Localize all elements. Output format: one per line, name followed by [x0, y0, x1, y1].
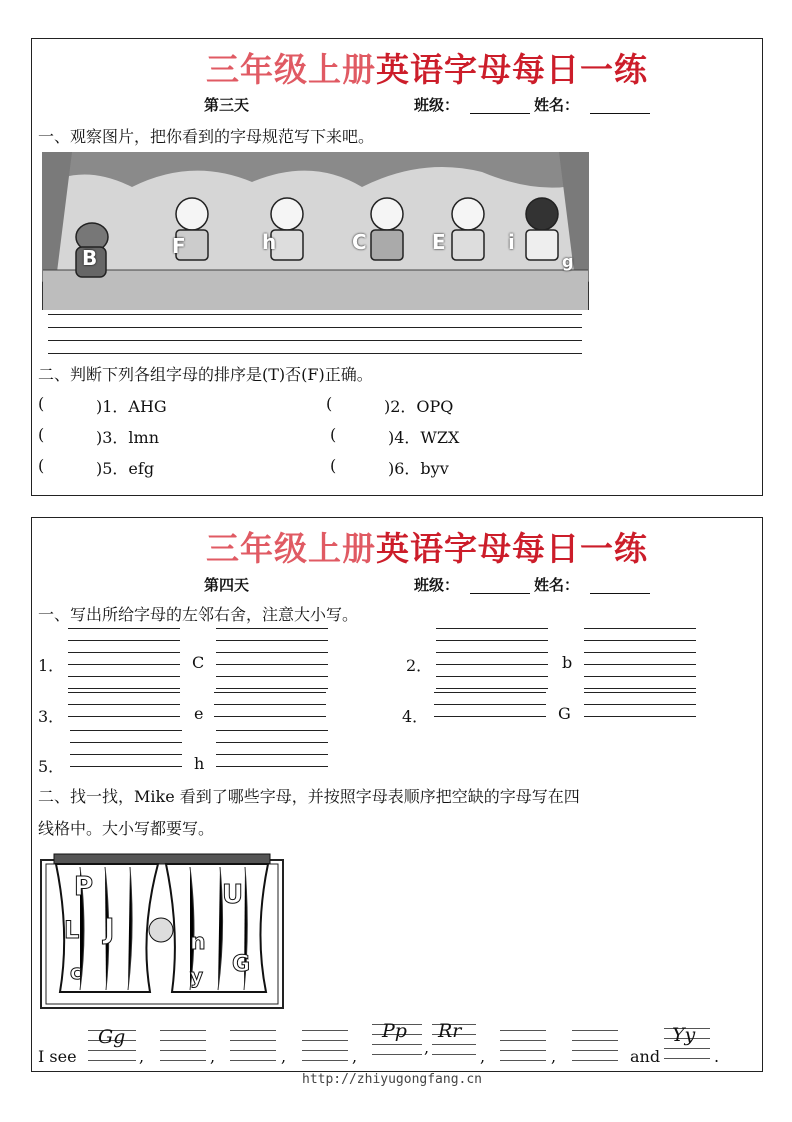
- stage-letter-f: F: [172, 234, 186, 258]
- curtain-letter-c: c: [70, 960, 82, 984]
- curtain-letter-g: G: [232, 952, 251, 977]
- paren-open-3: (: [38, 425, 45, 444]
- day3-class-label: 班级：: [414, 96, 460, 114]
- judge-item-5[interactable]: )5．efg: [96, 459, 155, 478]
- title-part1: 三年级上册: [206, 50, 376, 89]
- day4-day-label: 第四天: [204, 576, 250, 594]
- title-part2: 英语字母每日一练: [376, 529, 648, 568]
- title-part1: 三年级上册: [206, 529, 376, 568]
- neighbour-5-right-lines[interactable]: [216, 730, 328, 766]
- day3-section1: 一、观察图片，把你看到的字母规范写下来吧。: [38, 127, 375, 146]
- day3-day-label: 第三天: [204, 96, 250, 114]
- neighbour-item-1-letter: C: [192, 653, 205, 672]
- comma-6: ,: [480, 1047, 486, 1066]
- judge-item-3[interactable]: )3．lmn: [96, 428, 160, 447]
- given-yy: Yy: [672, 1024, 696, 1046]
- day4-section2-line1: 二、找一找，Mike 看到了哪些字母，并按照字母表顺序把空缺的字母写在四: [38, 787, 580, 806]
- stage-picture: [42, 152, 589, 312]
- neighbour-item-3-letter: e: [194, 704, 204, 723]
- curtain-letter-n: n: [190, 930, 206, 955]
- day4-class-field[interactable]: [470, 593, 530, 594]
- neighbour-1-right-lines[interactable]: [216, 628, 328, 688]
- day3-section2: 二、判断下列各组字母的排序是(T)否(F)正确。: [38, 365, 373, 384]
- day4-name-field[interactable]: [590, 593, 650, 594]
- paren-open-1: (: [38, 394, 45, 413]
- neighbour-3-right-lines[interactable]: [214, 692, 326, 716]
- stage-letter-b: B: [82, 246, 98, 270]
- neighbour-item-4-num: 4．: [402, 707, 429, 726]
- given-pp: Pp: [382, 1020, 407, 1042]
- day4-section2-line2: 线格中。大小写都要写。: [38, 819, 215, 838]
- neighbour-item-5-num: 5．: [38, 757, 65, 776]
- stage-letter-i: i: [508, 230, 515, 254]
- slot-blank-3[interactable]: [302, 1030, 348, 1060]
- curtain-letter-j: J: [104, 912, 115, 945]
- footer-url[interactable]: http://zhiyugongfang.cn: [302, 1072, 483, 1087]
- paren-open-4: (: [330, 425, 337, 444]
- neighbour-item-2-num: 2．: [406, 656, 433, 675]
- judge-item-2[interactable]: )2．OPQ: [384, 397, 454, 416]
- day4-section1: 一、写出所给字母的左邻右舍，注意大小写。: [38, 605, 359, 624]
- comma-3: ,: [281, 1047, 287, 1066]
- comma-1: ,: [139, 1047, 145, 1066]
- neighbour-2-right-lines[interactable]: [584, 628, 696, 688]
- stage-letter-h: h: [262, 230, 277, 254]
- stage-letter-g: g: [562, 252, 574, 271]
- day4-class-label: 班级：: [414, 576, 460, 594]
- paren-open-5: (: [38, 456, 45, 475]
- neighbour-item-1-num: 1．: [38, 656, 65, 675]
- judge-item-4[interactable]: )4．WZX: [388, 428, 460, 447]
- neighbour-item-2-letter: b: [562, 653, 573, 672]
- paren-open-2: (: [326, 394, 333, 413]
- comma-4: ,: [352, 1047, 358, 1066]
- slot-blank-4[interactable]: [500, 1030, 546, 1060]
- day3-title: [206, 44, 648, 91]
- day4-name-label: 姓名：: [534, 576, 580, 594]
- comma-2: ,: [210, 1047, 216, 1066]
- day3-class-field[interactable]: [470, 113, 530, 114]
- neighbour-item-5-letter: h: [194, 754, 205, 773]
- slot-blank-5[interactable]: [572, 1030, 618, 1060]
- curtain-letter-p: P: [74, 872, 94, 902]
- neighbour-1-left-lines[interactable]: [68, 628, 180, 688]
- stage-letter-c: C: [352, 230, 367, 254]
- neighbour-5-left-lines[interactable]: [70, 730, 182, 766]
- period: .: [714, 1047, 720, 1066]
- slot-blank-1[interactable]: [160, 1030, 206, 1060]
- judge-item-6[interactable]: )6．byv: [388, 459, 449, 478]
- given-rr: Rr: [438, 1020, 462, 1042]
- given-gg: Gg: [98, 1026, 126, 1048]
- neighbour-4-left-lines[interactable]: [434, 692, 546, 716]
- comma-5: ,: [424, 1038, 430, 1057]
- comma-7: ,: [551, 1047, 557, 1066]
- and-word: and: [630, 1047, 661, 1066]
- judge-item-1[interactable]: )1．AHG: [96, 397, 167, 416]
- day4-title: [206, 523, 648, 570]
- neighbour-item-4-letter: G: [558, 704, 571, 723]
- curtain-letter-y: y: [190, 964, 204, 988]
- neighbour-2-left-lines[interactable]: [436, 628, 548, 688]
- slot-blank-2[interactable]: [230, 1030, 276, 1060]
- sentence-start: I see: [38, 1047, 77, 1066]
- day3-name-label: 姓名：: [534, 96, 580, 114]
- day3-name-field[interactable]: [590, 113, 650, 114]
- stage-letter-e: E: [432, 230, 446, 254]
- paren-open-6: (: [330, 456, 337, 475]
- day3-writing-lines[interactable]: [48, 314, 582, 354]
- title-part2: 英语字母每日一练: [376, 50, 648, 89]
- neighbour-3-left-lines[interactable]: [68, 692, 180, 716]
- curtain-letter-l: L: [64, 916, 80, 944]
- neighbour-item-3-num: 3．: [38, 707, 65, 726]
- curtain-letter-u: U: [222, 880, 244, 910]
- neighbour-4-right-lines[interactable]: [584, 692, 696, 716]
